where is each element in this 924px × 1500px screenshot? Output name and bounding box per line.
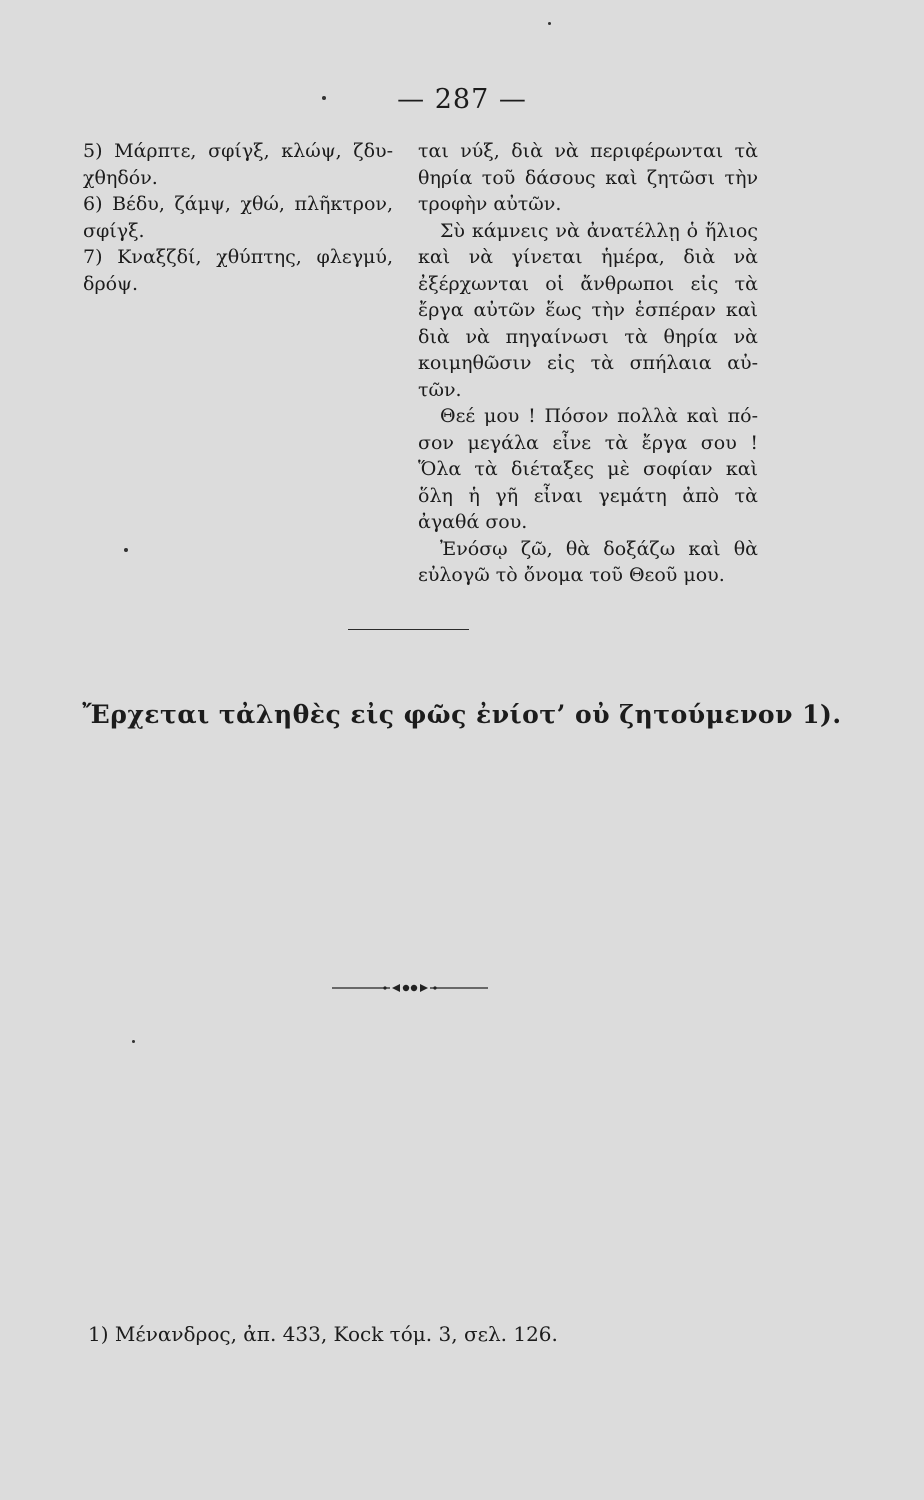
text-line: θηρία τοῦ δάσους καὶ ζητῶσι τὴν <box>418 166 758 189</box>
page-number: — 287 — <box>397 84 527 115</box>
print-speck <box>548 22 551 25</box>
print-speck <box>124 548 128 552</box>
text-line: διὰ νὰ πηγαίνωσι τὰ θηρία νὰ <box>418 325 758 348</box>
text-line: σον μεγάλα εἶνε τὰ ἔργα σου ! <box>418 431 758 454</box>
text-line: ὅλη ἡ γῆ εἶναι γεμάτη ἀπὸ τὰ <box>418 484 758 507</box>
proverb-heading: Ἔρχεται τἀληθὲς εἰς φῶς ἐνίοτ’ οὐ ζητούμενον 1). <box>82 700 842 729</box>
print-speck <box>322 96 326 100</box>
text-line: Σὺ κάμνεις νὰ ἀνατέλλῃ ὁ ἥλιος <box>440 219 758 242</box>
text-line: ἐξέρχωνται οἱ ἄνθρωποι εἰς τὰ <box>418 272 758 295</box>
print-speck <box>132 1040 135 1043</box>
text-line: τῶν. <box>418 378 462 401</box>
text-line: καὶ νὰ γίνεται ἡμέρα, διὰ νὰ <box>418 246 758 268</box>
right-column <box>418 138 758 589</box>
section-divider <box>348 629 469 630</box>
text-line: κοιμηθῶσιν εἰς τὰ σπήλαια αὐ- <box>418 352 758 374</box>
text-line: 6) Βέδυ, ζάμψ, χθώ, πλῆκτρον, <box>83 193 393 215</box>
text-line: ἀγαθά σου. <box>418 511 528 533</box>
text-line: Ἐνόσῳ ζῶ, θὰ δοξάζω καὶ θὰ <box>440 537 758 560</box>
ornament-divider <box>330 978 490 998</box>
text-line: δρόψ. <box>83 272 138 295</box>
text-line: σφίγξ. <box>83 219 145 242</box>
text-line: Θεέ μου ! Πόσον πολλὰ καὶ πό- <box>440 405 758 427</box>
text-line: εὐλογῶ τὸ ὄνομα τοῦ Θεοῦ μου. <box>418 564 725 586</box>
text-line: χθηδόν. <box>83 166 158 189</box>
text-line: Ὅλα τὰ διέταξες μὲ σοφίαν καὶ <box>418 458 758 480</box>
text-line: 5) Μάρπτε, σφίγξ, κλώψ, ζδυ- <box>83 140 393 162</box>
left-column <box>83 138 393 297</box>
text-line: ται νύξ, διὰ νὰ περιφέρωνται τὰ <box>418 140 758 162</box>
footnote: 1) Μένανδρος, ἀπ. 433, Kock τόμ. 3, σελ. 126. <box>88 1322 558 1346</box>
text-line: τροφὴν αὐτῶν. <box>418 193 562 215</box>
text-line: 7) Κναξζδί, χθύπτης, φλεγμύ, <box>83 246 393 268</box>
text-line: ἔργα αὐτῶν ἕως τὴν ἑσπέραν καὶ <box>418 299 758 321</box>
